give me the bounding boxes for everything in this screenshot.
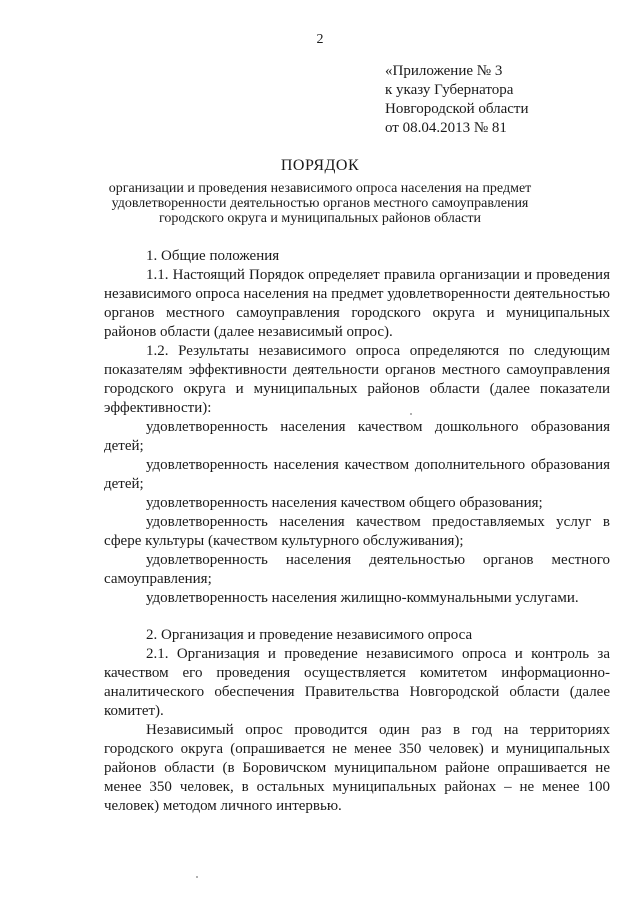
- appendix-line-3: Новгородской области: [385, 101, 529, 117]
- document-body: [104, 247, 610, 816]
- list-item: удовлетворенность населения качеством общего образования;: [146, 495, 543, 511]
- section-1-heading: 1. Общие положения: [146, 248, 280, 264]
- paragraph-2-1: 2.1. Организация и проведение независимого опроса и контроль за качеством его проведения осуществляется комитетом информационно-аналитического обеспечения Правительства Новгородской области (далее комитет).: [104, 646, 610, 719]
- list-item: удовлетворенность населения качеством дошкольного образования детей;: [104, 419, 610, 454]
- scan-speck: [410, 413, 412, 415]
- paragraph-1-2: 1.2. Результаты независимого опроса определяются по следующим показателям эффективности деятельности органов местного самоуправления городского округа и муниципальных районов области (далее показатели эффективности):: [104, 343, 610, 416]
- appendix-block: [385, 62, 529, 138]
- list-item: удовлетворенность населения деятельностью органов местного самоуправления;: [104, 552, 610, 587]
- document-title: ПОРЯДОК: [280, 157, 360, 174]
- list-item: удовлетворенность населения качеством предоставляемых услуг в сфере культуры (качеством культурного обслуживания);: [104, 514, 610, 549]
- document-subtitle: организации и проведения независимого опроса населения на предмет удовлетворенности деятельностью органов местного самоуправления городского округа и муниципальных районов области: [108, 181, 532, 226]
- section-2-heading: 2. Организация и проведение независимого опроса: [146, 627, 473, 643]
- paragraph-2-2: Независимый опрос проводится один раз в год на территориях городского округа (опрашивается не менее 350 человек) и муниципальных районов области (в Боровичском муниципальном районе опрашивается не менее 350 человек, в остальных муниципальных районах – не менее 100 человек) методом личного интервью.: [104, 722, 610, 814]
- appendix-line-4: от 08.04.2013 № 81: [385, 120, 507, 136]
- page-number: 2: [316, 32, 324, 47]
- list-item: удовлетворенность населения качеством дополнительного образования детей;: [104, 457, 610, 492]
- list-item: удовлетворенность населения жилищно-коммунальными услугами.: [146, 590, 579, 606]
- appendix-line-2: к указу Губернатора: [385, 82, 514, 98]
- paragraph-1-1: 1.1. Настоящий Порядок определяет правила организации и проведения независимого опроса населения на предмет удовлетворенности деятельностью органов местного самоуправления городского округа и муниципальных районов области (далее независимый опрос).: [104, 267, 610, 340]
- appendix-line-1: «Приложение № 3: [385, 63, 503, 79]
- scan-speck: [196, 876, 198, 878]
